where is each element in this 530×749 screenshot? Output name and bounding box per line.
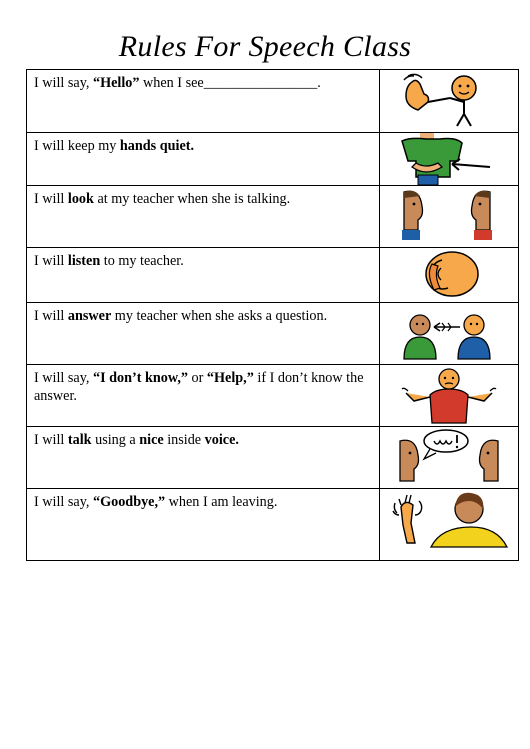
listening-ear-icon <box>394 248 504 302</box>
rule-row <box>27 133 519 186</box>
waving-hello-icon <box>394 70 504 130</box>
rules-table <box>26 69 519 561</box>
rule-row <box>27 70 519 133</box>
rule-text: I will listen to my teacher. <box>27 248 380 303</box>
page-title: Rules For Speech Class <box>118 30 412 63</box>
rule-row <box>27 365 519 427</box>
waving-goodbye-icon <box>387 489 511 549</box>
rule-row <box>27 427 519 489</box>
hands-quiet-icon <box>394 133 504 185</box>
rule-text: I will say, “Hello” when I see________________. <box>27 70 380 133</box>
looking-faces-icon <box>394 186 504 246</box>
rule-row <box>27 303 519 365</box>
talking-voice-icon <box>394 427 504 487</box>
rule-text: I will say, “I don’t know,” or “Help,” if I don’t know the answer. <box>27 365 380 427</box>
rule-text: I will keep my hands quiet. <box>27 133 380 186</box>
rule-row <box>27 489 519 561</box>
rule-row <box>27 248 519 303</box>
rule-text: I will talk using a nice inside voice. <box>27 427 380 489</box>
rule-row <box>27 186 519 248</box>
answer-question-icon <box>394 303 504 363</box>
rule-text: I will say, “Goodbye,” when I am leaving. <box>27 489 380 561</box>
rule-text: I will answer my teacher when she asks a question. <box>27 303 380 365</box>
rule-text: I will look at my teacher when she is talking. <box>27 186 380 248</box>
shrug-person-icon <box>394 365 504 425</box>
